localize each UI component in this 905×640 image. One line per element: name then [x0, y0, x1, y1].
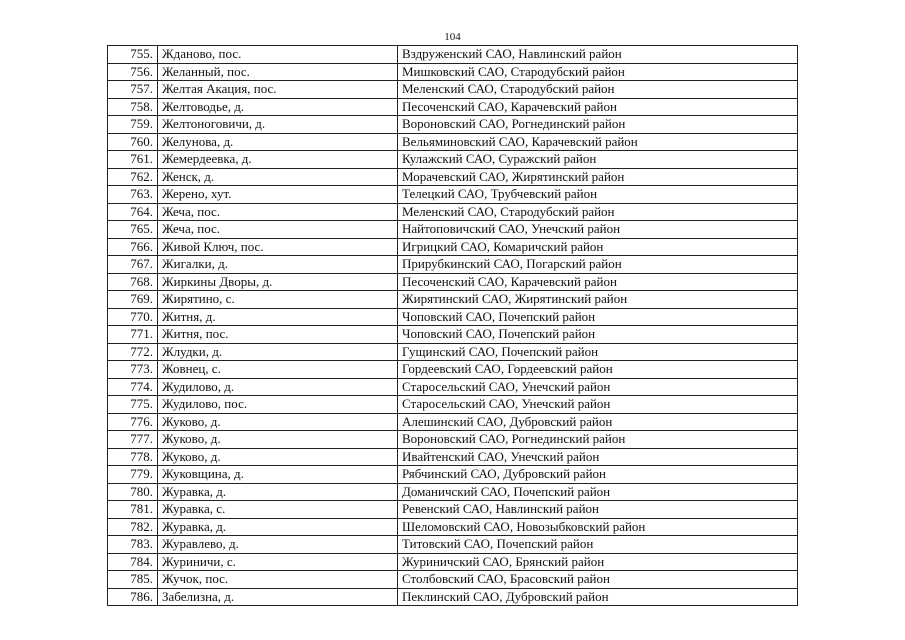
table-row: [108, 396, 798, 414]
row-number: 767.: [108, 256, 158, 274]
settlement-name: Журавка, с.: [158, 501, 398, 519]
table-row: [108, 553, 798, 571]
settlement-name: Жирятино, с.: [158, 291, 398, 309]
table-row: [108, 343, 798, 361]
settlement-name: Живой Ключ, пос.: [158, 238, 398, 256]
administrative-unit: Кулажский САО, Суражский район: [398, 151, 798, 169]
settlement-table: [107, 45, 798, 606]
table-row: [108, 361, 798, 379]
row-number: 781.: [108, 501, 158, 519]
settlement-name: Жуково, д.: [158, 431, 398, 449]
row-number: 785.: [108, 571, 158, 589]
row-number: 755.: [108, 46, 158, 64]
row-number: 783.: [108, 536, 158, 554]
administrative-unit: Шеломовский САО, Новозыбковский район: [398, 518, 798, 536]
settlement-name: Житня, пос.: [158, 326, 398, 344]
row-number: 773.: [108, 361, 158, 379]
administrative-unit: Вздруженский САО, Навлинский район: [398, 46, 798, 64]
administrative-unit: Мишковский САО, Стародубский район: [398, 63, 798, 81]
row-number: 780.: [108, 483, 158, 501]
administrative-unit: Вороновский САО, Рогнединский район: [398, 116, 798, 134]
table-row: [108, 378, 798, 396]
table-row: [108, 571, 798, 589]
settlement-name: Жигалки, д.: [158, 256, 398, 274]
row-number: 770.: [108, 308, 158, 326]
settlement-name: Жерено, хут.: [158, 186, 398, 204]
row-number: 764.: [108, 203, 158, 221]
row-number: 775.: [108, 396, 158, 414]
row-number: 784.: [108, 553, 158, 571]
administrative-unit: Меленский САО, Стародубский район: [398, 203, 798, 221]
table-row: [108, 483, 798, 501]
administrative-unit: Доманичский САО, Почепский район: [398, 483, 798, 501]
table-row: [108, 448, 798, 466]
table-row: [108, 588, 798, 606]
table-row: [108, 466, 798, 484]
table-row: [108, 291, 798, 309]
administrative-unit: Пеклинский САО, Дубровский район: [398, 588, 798, 606]
settlement-name: Желтоводье, д.: [158, 98, 398, 116]
settlement-name: Жеча, пос.: [158, 221, 398, 239]
administrative-unit: Песоченский САО, Карачевский район: [398, 98, 798, 116]
row-number: 765.: [108, 221, 158, 239]
administrative-unit: Вельяминовский САО, Карачевский район: [398, 133, 798, 151]
settlement-name: Желтоноговичи, д.: [158, 116, 398, 134]
administrative-unit: Старосельский САО, Унечский район: [398, 396, 798, 414]
administrative-unit: Журиничский САО, Брянский район: [398, 553, 798, 571]
administrative-unit: Ревенский САО, Навлинский район: [398, 501, 798, 519]
administrative-unit: Телецкий САО, Трубчевский район: [398, 186, 798, 204]
table-row: [108, 308, 798, 326]
row-number: 768.: [108, 273, 158, 291]
table-row: [108, 46, 798, 64]
row-number: 763.: [108, 186, 158, 204]
administrative-unit: Жирятинский САО, Жирятинский район: [398, 291, 798, 309]
page-number: 104: [444, 31, 461, 43]
table-row: [108, 81, 798, 99]
administrative-unit: Гущинский САО, Почепский район: [398, 343, 798, 361]
row-number: 771.: [108, 326, 158, 344]
row-number: 778.: [108, 448, 158, 466]
table-row: [108, 168, 798, 186]
settlement-name: Жемердеевка, д.: [158, 151, 398, 169]
row-number: 758.: [108, 98, 158, 116]
settlement-name: Журавка, д.: [158, 483, 398, 501]
administrative-unit: Меленский САО, Стародубский район: [398, 81, 798, 99]
table-row: [108, 431, 798, 449]
row-number: 769.: [108, 291, 158, 309]
administrative-unit: Песоченский САО, Карачевский район: [398, 273, 798, 291]
table-row: [108, 133, 798, 151]
table-row: [108, 256, 798, 274]
row-number: 762.: [108, 168, 158, 186]
row-number: 777.: [108, 431, 158, 449]
table-row: [108, 273, 798, 291]
administrative-unit: Старосельский САО, Унечский район: [398, 378, 798, 396]
administrative-unit: Прирубкинский САО, Погарский район: [398, 256, 798, 274]
row-number: 757.: [108, 81, 158, 99]
settlement-name: Жуковщина, д.: [158, 466, 398, 484]
table-row: [108, 326, 798, 344]
settlement-name: Жуково, д.: [158, 448, 398, 466]
settlement-name: Забелизна, д.: [158, 588, 398, 606]
settlement-name: Желанный, пос.: [158, 63, 398, 81]
settlement-name: Жеча, пос.: [158, 203, 398, 221]
settlement-name: Жучок, пос.: [158, 571, 398, 589]
settlement-name: Жудилово, д.: [158, 378, 398, 396]
table-row: [108, 98, 798, 116]
settlement-name: Жлудки, д.: [158, 343, 398, 361]
row-number: 760.: [108, 133, 158, 151]
table-row: [108, 501, 798, 519]
row-number: 774.: [108, 378, 158, 396]
administrative-unit: Рябчинский САО, Дубровский район: [398, 466, 798, 484]
settlement-name: Жиркины Дворы, д.: [158, 273, 398, 291]
settlement-name: Жовнец, с.: [158, 361, 398, 379]
row-number: 766.: [108, 238, 158, 256]
administrative-unit: Чоповский САО, Почепский район: [398, 326, 798, 344]
administrative-unit: Алешинский САО, Дубровский район: [398, 413, 798, 431]
settlement-name: Жуково, д.: [158, 413, 398, 431]
administrative-unit: Чоповский САО, Почепский район: [398, 308, 798, 326]
table-row: [108, 536, 798, 554]
administrative-unit: Гордеевский САО, Гордеевский район: [398, 361, 798, 379]
row-number: 756.: [108, 63, 158, 81]
settlement-name: Журиничи, с.: [158, 553, 398, 571]
settlement-name: Жудилово, пос.: [158, 396, 398, 414]
table-row: [108, 203, 798, 221]
settlement-name: Желтая Акация, пос.: [158, 81, 398, 99]
row-number: 759.: [108, 116, 158, 134]
row-number: 782.: [108, 518, 158, 536]
administrative-unit: Ивайтенский САО, Унечский район: [398, 448, 798, 466]
settlement-name: Журавка, д.: [158, 518, 398, 536]
table-row: [108, 238, 798, 256]
table-row: [108, 221, 798, 239]
table-body: [108, 46, 798, 606]
administrative-unit: Морачевский САО, Жирятинский район: [398, 168, 798, 186]
settlement-name: Женск, д.: [158, 168, 398, 186]
administrative-unit: Игрицкий САО, Комаричский район: [398, 238, 798, 256]
table-row: [108, 63, 798, 81]
settlement-name: Журавлево, д.: [158, 536, 398, 554]
settlement-name: Желунова, д.: [158, 133, 398, 151]
administrative-unit: Вороновский САО, Рогнединский район: [398, 431, 798, 449]
administrative-unit: Столбовский САО, Брасовский район: [398, 571, 798, 589]
row-number: 772.: [108, 343, 158, 361]
table-row: [108, 518, 798, 536]
row-number: 776.: [108, 413, 158, 431]
settlement-name: Житня, д.: [158, 308, 398, 326]
table-row: [108, 151, 798, 169]
row-number: 761.: [108, 151, 158, 169]
row-number: 786.: [108, 588, 158, 606]
table-row: [108, 413, 798, 431]
settlement-name: Жданово, пос.: [158, 46, 398, 64]
administrative-unit: Титовский САО, Почепский район: [398, 536, 798, 554]
table-row: [108, 116, 798, 134]
row-number: 779.: [108, 466, 158, 484]
table-row: [108, 186, 798, 204]
administrative-unit: Найтоповичский САО, Унечский район: [398, 221, 798, 239]
